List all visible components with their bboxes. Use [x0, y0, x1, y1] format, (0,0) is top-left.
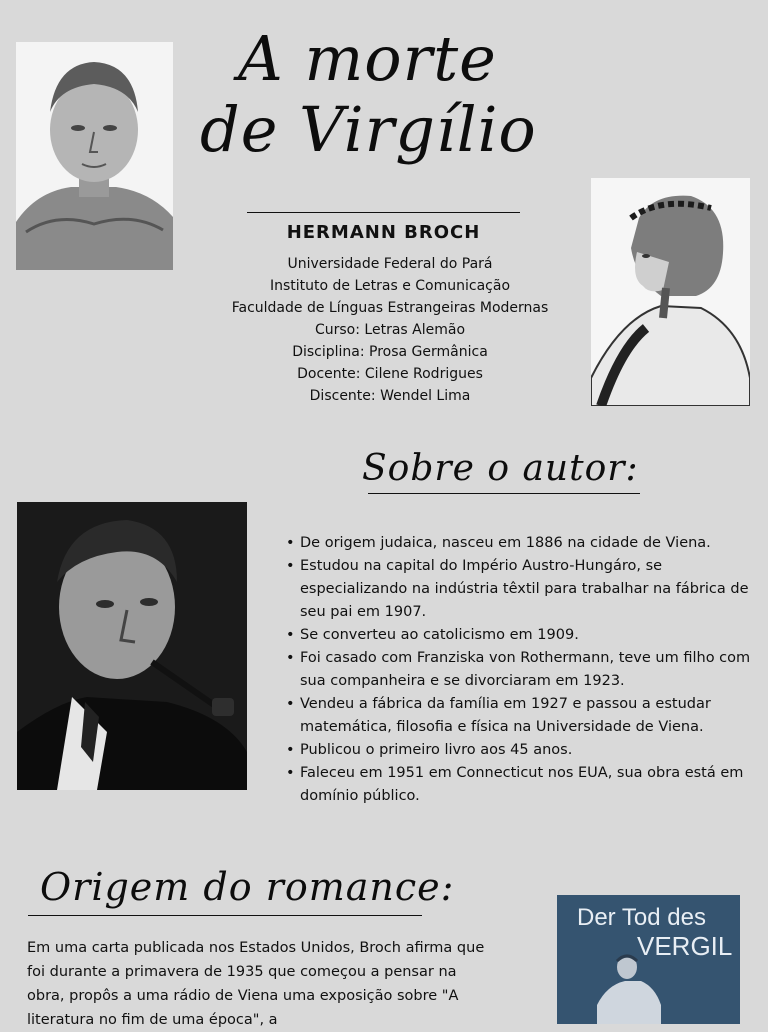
- book-cover-image: [557, 895, 740, 1024]
- title-line-1: A morte: [238, 22, 497, 95]
- credit-course: Curso: Letras Alemão: [314, 322, 466, 338]
- credit-discipline: Disciplina: Prosa Germânica: [292, 344, 488, 360]
- origin-heading: Origem do romance:: [40, 865, 455, 909]
- bio-item-factory: • Vendeu a fábrica da família em 1927 e passou a estudar matemática, filosofia e física na Universidade de Viena.: [286, 693, 756, 739]
- bio-item-death: • Faleceu em 1951 em Connecticut nos EUA, sua obra está em domínio público.: [286, 762, 756, 808]
- about-heading-underline: [368, 493, 640, 494]
- credit-student: Discente: Wendel Lima: [309, 388, 471, 404]
- bio-item-studies: • Estudou na capital do Império Austro-Hungáro, se especializando na indústria têxtil para trabalhar na fábrica de seu pai em 1907.: [286, 555, 756, 624]
- virgil-portrait-image: [591, 178, 750, 406]
- author-name: HERMANN BROCH: [286, 222, 481, 243]
- book-cover-title-line-1: Der Tod des: [577, 904, 706, 931]
- about-heading: Sobre o autor:: [362, 448, 639, 489]
- credit-university: Universidade Federal do Pará: [287, 256, 493, 272]
- credit-institute: Instituto de Letras e Comunicação: [269, 278, 511, 294]
- bio-item-origin: • De origem judaica, nasceu em 1886 na cidade de Viena.: [286, 532, 756, 555]
- bio-item-marriage: • Foi casado com Franziska von Rothermann, teve um filho com sua companheira e se divorciaram em 1923.: [286, 647, 756, 693]
- bio-item-first-book: • Publicou o primeiro livro aos 45 anos.: [286, 739, 756, 762]
- origin-heading-underline: [28, 915, 422, 916]
- augustus-bust-image: [16, 42, 173, 270]
- book-cover-title-line-2: VERGIL: [637, 931, 733, 961]
- title-line-2: de Virgílio: [200, 93, 537, 166]
- credit-teacher: Docente: Cilene Rodrigues: [297, 366, 483, 382]
- bio-item-conversion: • Se converteu ao catolicismo em 1909.: [286, 624, 756, 647]
- credit-faculty: Faculdade de Línguas Estrangeiras Modernas: [231, 300, 549, 316]
- origin-paragraph: Em uma carta publicada nos Estados Unidos, Broch afirma que foi durante a primavera de 1935 que começou a pensar na obra, propôs a uma rádio de Viena uma exposição sobre "A literatura no fim de uma época", a: [27, 940, 485, 1028]
- credits-block: [200, 253, 580, 407]
- author-bio-list: [286, 532, 756, 808]
- title-divider: [247, 212, 520, 213]
- broch-portrait-image: [17, 502, 247, 790]
